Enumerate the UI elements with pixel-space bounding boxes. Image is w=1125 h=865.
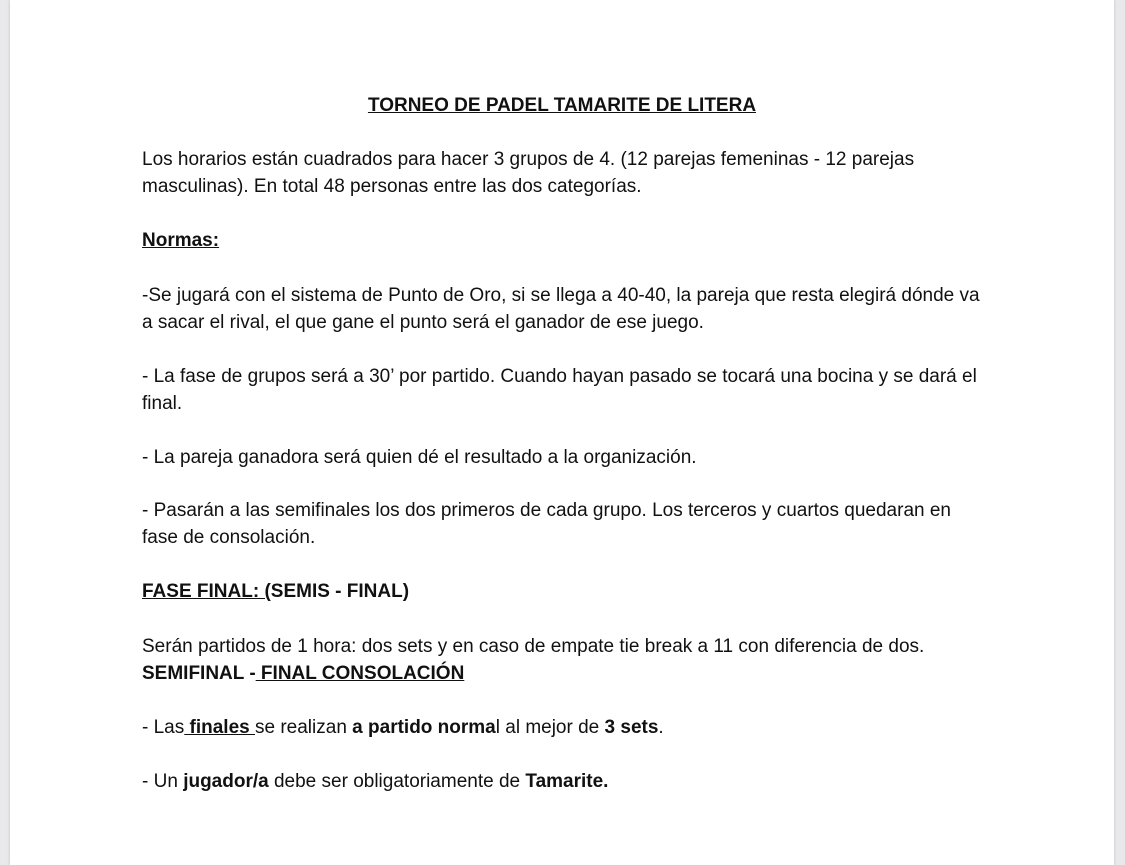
rules-heading: Normas: [142, 230, 220, 251]
rule-result-report: - La pareja ganadora será quien dé el resultado a la organización. [142, 447, 697, 468]
intro-paragraph: Los horarios están cuadrados para hacer 3 grupos de 4. (12 parejas femeninas - 12 parejas masculinas). En total 48 personas entre las dos categorías. [142, 149, 915, 197]
player-town: Tamarite. [525, 771, 609, 792]
rule-golden-point: -Se jugará con el sistema de Punto de Oro, si se llega a 40-40, la pareja que resta elegirá dónde va a sacar el rival, el que gane el punto será el ganador de ese juego. [142, 285, 980, 333]
final-phase-text: Serán partidos de 1 hora: dos sets y en caso de empate tie break a 11 con diferencia de dos. [142, 636, 925, 657]
finals-end: . [658, 717, 664, 738]
player-prefix: - Un [142, 771, 184, 792]
final-consolation-label: FINAL CONSOLACIÓN [255, 663, 465, 684]
semifinal-label: SEMIFINAL - [142, 663, 256, 684]
player-label: jugador/a [183, 771, 269, 792]
finals-three-sets: 3 sets [604, 717, 659, 738]
final-phase-heading-underlined: FASE FINAL: ( [142, 581, 271, 602]
final-phase-heading [142, 578, 992, 605]
rule-semifinal-qualification: - Pasarán a las semifinales los dos primeros de cada grupo. Los terceros y cuartos quedaran en fase de consolación. [142, 500, 951, 548]
player-mid: debe ser obligatoriamente de [268, 771, 526, 792]
document-page [10, 0, 1114, 865]
finals-normal-match: a partido norma [352, 717, 496, 738]
finals-prefix: - Las [142, 717, 185, 738]
document-title: TORNEO DE PADEL TAMARITE DE LITERA [367, 95, 757, 116]
finals-mid-1: se realizan [255, 717, 353, 738]
finals-word: finales [184, 717, 255, 738]
finals-mid-2: l al mejor de [495, 717, 605, 738]
player-rule [142, 768, 992, 795]
rule-group-phase: - La fase de grupos será a 30’ por partido. Cuando hayan pasado se tocará una bocina y se dará el final. [142, 366, 977, 414]
final-phase-heading-rest: SEMIS - FINAL) [270, 581, 410, 602]
final-phase-paragraph [142, 633, 992, 687]
finals-rule [142, 714, 992, 741]
